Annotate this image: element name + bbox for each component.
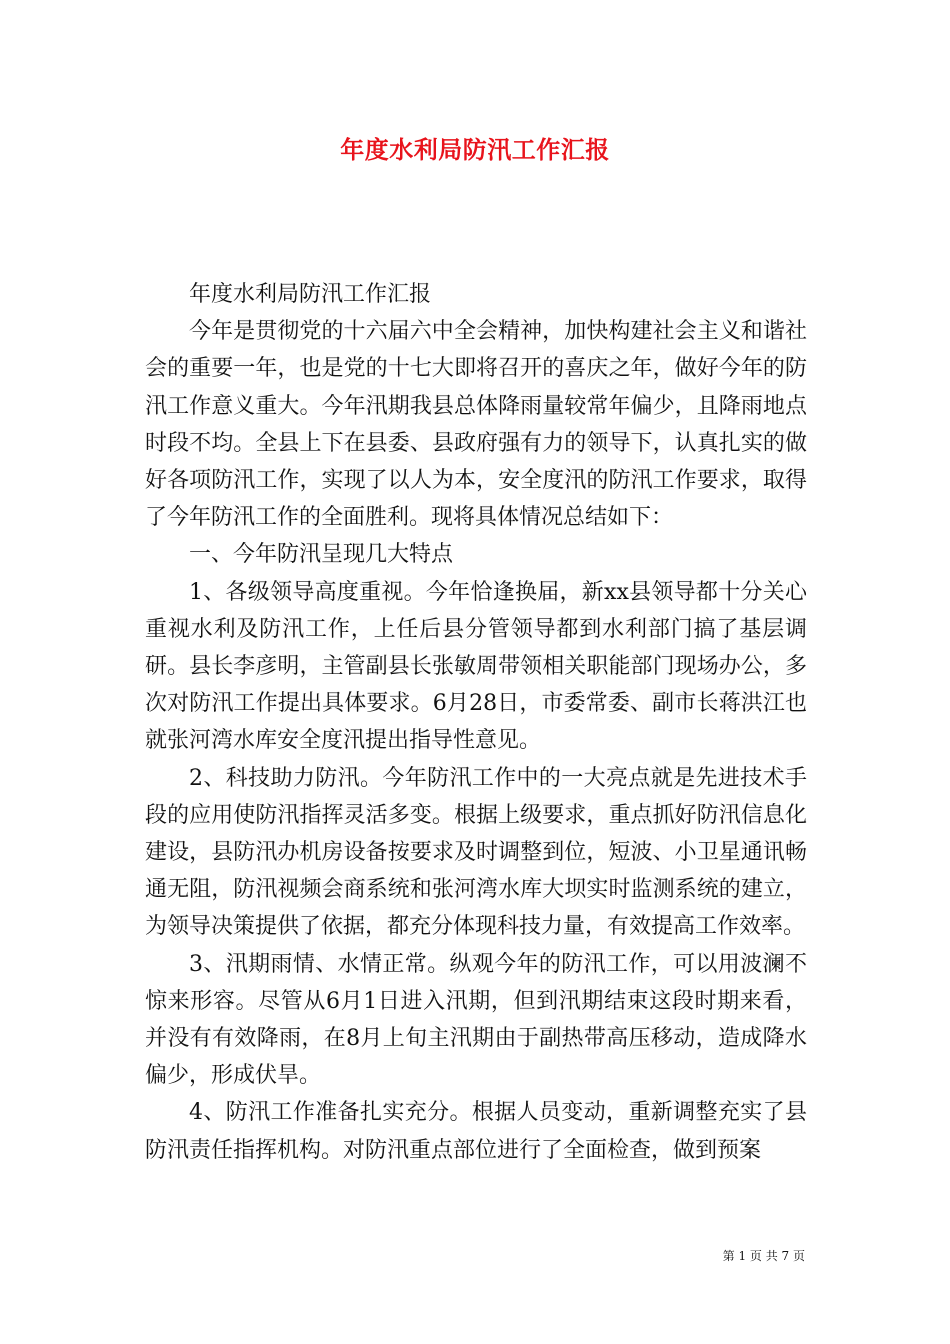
paragraph-item-1: 1、各级领导高度重视。今年恰逢换届，新xx县领导都十分关心重视水利及防汛工作，上任后县分管领导都到水利部门搞了基层调研。县长李彦明，主管副县长张敏周带领相关职能部门现场办公，多次对防汛工作提出具体要求。6月28日，市委常委、副市长蒋洪江也就张河湾水库安全度汛提出指导性意见。 (145, 579, 807, 754)
paragraph-item-3: 3、汛期雨情、水情正常。纵观今年的防汛工作，可以用波澜不惊来形容。尽管从6月1日进入汛期，但到汛期结束这段时期来看，并没有有效降雨，在8月上旬主汛期由于副热带高压移动，造成降水偏少，形成伏旱。 (145, 951, 807, 1089)
paragraph-item-4: 4、防汛工作准备扎实充分。根据人员变动，重新调整充实了县防汛责任指挥机构。对防汛重点部位进行了全面检查，做到预案 (145, 1100, 807, 1163)
paragraph-item-2: 2、科技助力防汛。今年防汛工作中的一大亮点就是先进技术手段的应用使防汛指挥灵活多变。根据上级要求，重点抓好防汛信息化建设，县防汛办机房设备按要求及时调整到位，短波、小卫星通讯畅通无阻，防汛视频会商系统和张河湾水库大坝实时监测系统的建立，为领导决策提供了依据，都充分体现科技力量，有效提高工作效率。 (145, 765, 807, 940)
paragraph-intro: 今年是贯彻党的十六届六中全会精神，加快构建社会主义和谐社会的重要一年，也是党的十七大即将召开的喜庆之年，做好今年的防汛工作意义重大。今年汛期我县总体降雨量较常年偏少，且降雨地点时段不均。全县上下在县委、县政府强有力的领导下，认真扎实的做好各项防汛工作，实现了以人为本，安全度汛的防汛工作要求，取得了今年防汛工作的全面胜利。现将具体情况总结如下： (145, 319, 807, 531)
page-number: 第 1 页 共 7 页 (722, 1249, 805, 1263)
section-heading: 一、今年防汛呈现几大特点 (189, 542, 454, 568)
page-title: 年度水利局防汛工作汇报 (340, 135, 610, 164)
document-body (145, 276, 807, 1169)
paragraph-subtitle: 年度水利局防汛工作汇报 (189, 282, 432, 307)
